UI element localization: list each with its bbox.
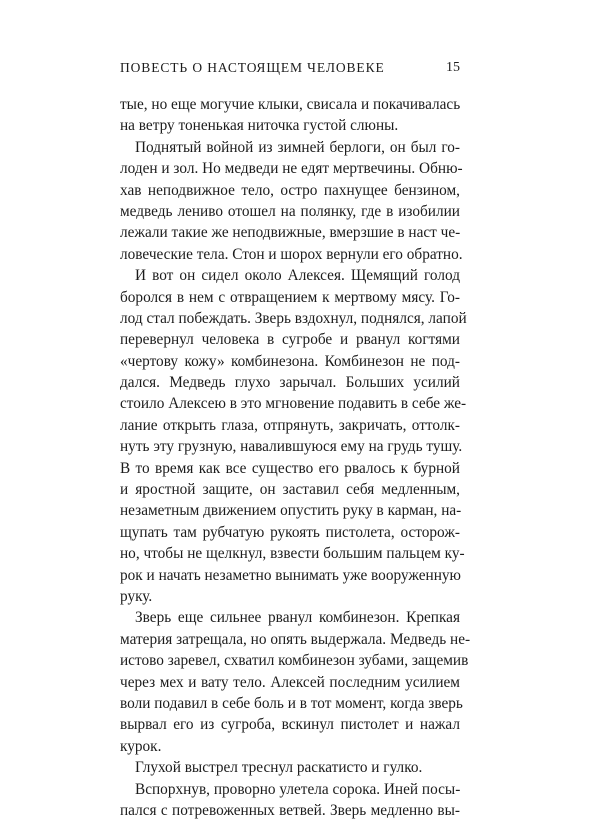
text-line: рок и начать незаметно вынимать уже вооруженную [120,566,461,584]
text-line: хав неподвижное тело, остро пахнущее бензином, [120,181,460,199]
running-title: ПОВЕСТЬ О НАСТОЯЩЕМ ЧЕЛОВЕКЕ [120,60,385,75]
text-line: дался. Медведь глухо зарычал. Больших усилий [120,374,460,392]
text-line: на ветру тоненькая ниточка густой слюны. [120,117,399,135]
text-line: вырвал его из сугроба, вскинул пистолет и нажал [120,716,460,734]
text-line: стоило Алексею в это мгновение подавить в себе же- [120,395,467,413]
paragraph-start: Зверь еще сильнее рванул комбинезон. Крепкая [135,609,460,627]
text-line: В то время как все существо его рвалось к бурной [120,459,460,477]
text-line: и яростной защите, он заставил себя медленным, [120,481,460,499]
text-line: но, чтобы не щелкнул, взвести большим пальцем ку- [120,545,465,563]
body-text [120,94,471,821]
text-line: истово заревел, схватил комбинезон зубами, защемив [120,652,469,670]
text-line: тые, но еще могучие клыки, свисала и покачивалась [120,96,461,113]
text-line: боролся в нем с отвращением к мертвому мясу. Го- [120,288,460,306]
text-line: незаметным движением опустить руку в карман, на- [120,502,462,520]
text-line: воли подавил в себе боль и в тот момент, когда зверь [120,694,463,712]
paragraph-start: Вспорхнув, проворно улетела сорока. Иней посы- [135,780,461,798]
text-line: нуть эту грузную, навалившуюся ему на грудь тушу. [120,438,463,456]
text-line: лание открыть глаза, отпрянуть, закричать, оттолк- [120,416,460,434]
text-line: курок. [120,737,162,755]
text-line: ловеческие тела. Стон и шорох вернули его обратно. [120,245,463,263]
text-line: медведь лениво отошел на полянку, где в изобилии [120,202,460,220]
text-line: перевернул человека в сугробе и рванул когтями [120,331,460,349]
text-line: пался с потревоженных ветвей. Зверь медленно вы- [120,801,460,819]
text-line: лоден и зол. Но медведи не едят мертвечины. Обню- [120,160,463,178]
text-line: руку. [120,587,153,605]
page-number: 15 [446,60,460,75]
text-line: щупать там рубчатую рукоять пистолета, осторож- [120,523,460,541]
text-line: материя затрещала, но опять выдержала. Медведь не- [120,630,471,648]
text-line: через мех и вату тело. Алексей последним усилием [120,673,460,691]
text-line: лод стал побеждать. Зверь вздохнул, поднялся, лапой [120,309,467,327]
text-line: «чертову кожу» комбинезона. Комбинезон не под- [120,352,460,370]
paragraph-start: Глухой выстрел треснул раскатисто и гулко. [135,759,423,777]
paragraph-start: Поднятый войной из зимней берлоги, он был го- [135,138,460,156]
text-line: лежали такие же неподвижные, вмерзшие в наст че- [120,224,461,242]
page-header [120,58,460,78]
paragraph-start: И вот он сидел около Алексея. Щемящий голод [135,267,460,285]
